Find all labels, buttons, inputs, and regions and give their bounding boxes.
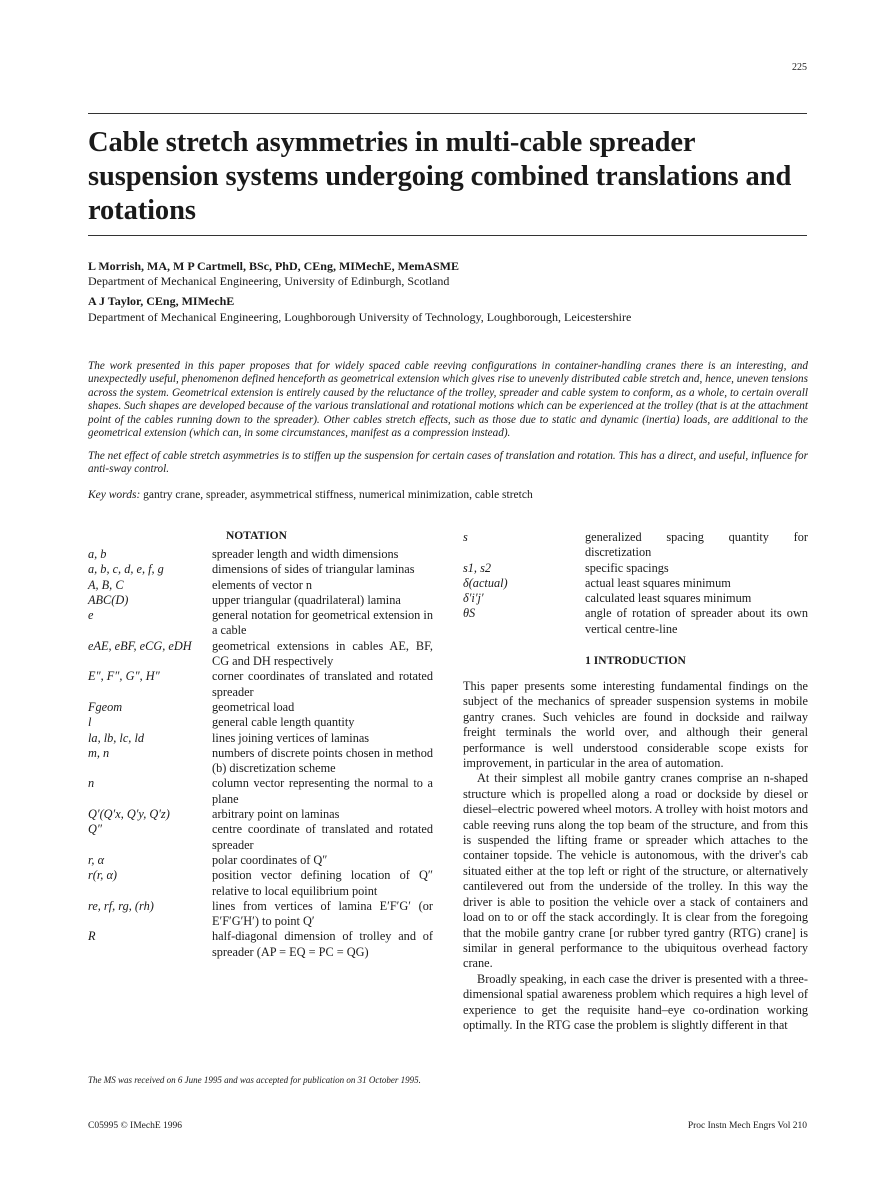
notation-symbol: re, rf, rg, (rh) <box>88 898 154 913</box>
notation-row <box>88 868 433 899</box>
notation-definition: geometrical load <box>212 699 295 714</box>
notation-definition: upper triangular (quadrilateral) lamina <box>212 592 401 607</box>
notation-table-left <box>88 547 433 960</box>
notation-symbol: Q′(Q′x, Q′y, Q′z) <box>88 807 170 822</box>
notation-symbol: ABC(D) <box>88 592 129 607</box>
notation-row <box>88 731 433 746</box>
keywords-text: gantry crane, spreader, asymmetrical stiffness, numerical minimization, cable stretch <box>143 489 533 501</box>
introduction-heading: 1 INTRODUCTION <box>585 655 686 667</box>
notation-row <box>463 561 808 576</box>
notation-symbol: eAE, eBF, eCG, eDH <box>88 638 192 653</box>
notation-symbol: s1, s2 <box>463 560 492 575</box>
notation-definition: elements of vector n <box>212 577 313 592</box>
notation-symbol: e <box>88 608 94 623</box>
notation-definition: generalized spacing quantity for discretization <box>585 530 808 560</box>
notation-definition: geometrical extensions in cables AE, BF, CG and DH respectively <box>212 638 433 669</box>
author-names-1: L Morrish, MA, M P Cartmell, BSc, PhD, CEng, MIMechE, MemASME <box>88 259 459 273</box>
paper-title: Cable stretch asymmetries in multi-cable spreader suspension systems undergoing combined translations and rotations <box>88 127 792 226</box>
abstract-paragraph-2: The net effect of cable stretch asymmetries is to stiffen up the suspension for certain cases of translation and rotation. This has a direct, and useful, influence for anti-sway control. <box>88 450 808 476</box>
introduction-body <box>463 679 808 1033</box>
notation-definition: spreader length and width dimensions <box>212 547 399 561</box>
notation-row <box>463 606 808 637</box>
abstract-paragraph-1: The work presented in this paper proposes that for widely spaced cable reeving configurations in container-handling cranes there is an interesting, and unexpectedly useful, phenomenon defined henceforth as geometrical extension which gives rise to unevenly distributed cable stretch and, hence, uneven tensions across the system. Geometrical extension is entirely caused by the reluctance of the trolley, spreader and cable system to conform, as a whole, to certain overall shapes. Such shapes are developed because of the various translational and rotational motions which can be experienced at the trolley (that is at the attachment point of the cables running down to the spreader). Other cables stretch effects, such as those due to static and dynamic (inertia) loads, are additional to the geometrical extension (which can, in some circumstances, manifest as a compression instead). <box>88 360 808 440</box>
notation-definition: arbitrary point on laminas <box>212 807 340 822</box>
top-rule <box>88 113 807 114</box>
notation-symbol: r, α <box>88 852 105 867</box>
notation-definition: actual least squares minimum <box>585 575 731 590</box>
notation-symbol: r(r, α) <box>88 868 118 883</box>
notation-symbol: R <box>88 929 96 944</box>
notation-definition: polar coordinates of Q″ <box>212 852 328 867</box>
notation-symbol: la, lb, lc, ld <box>88 730 145 745</box>
notation-row <box>88 853 433 868</box>
notation-symbol: m, n <box>88 745 110 760</box>
notation-row <box>88 608 433 639</box>
notation-row <box>88 547 433 562</box>
author-affiliation-1: Department of Mechanical Engineering, University of Edinburgh, Scotland <box>88 274 450 288</box>
notation-definition: position vector defining location of Q″ relative to local equilibrium point <box>212 868 433 898</box>
notation-row <box>88 669 433 700</box>
notation-symbol: δ(actual) <box>463 575 508 590</box>
notation-definition: specific spacings <box>585 560 669 575</box>
keywords-line <box>88 488 808 502</box>
notation-symbol: δ′i′j′ <box>463 591 484 606</box>
journal-reference: Proc Instn Mech Engrs Vol 210 <box>687 1121 807 1131</box>
notation-row <box>88 578 433 593</box>
intro-paragraph: This paper presents some interesting fundamental findings on the subject of the mechanics of spreader suspension systems in mobile gantry cranes. Such vehicles are found in dockside and railway freight terminals the world over, and although their general performance is well understood considerable scope exists for improvement, in particular in the area of automation. <box>463 679 808 771</box>
author-affiliation-2: Department of Mechanical Engineering, Loughborough University of Technology, Loughborough, Leicestershire <box>88 310 632 324</box>
notation-row <box>88 746 433 777</box>
notation-row <box>88 776 433 807</box>
author-names-2: A J Taylor, CEng, MIMechE <box>88 294 235 308</box>
received-footnote: The MS was received on 6 June 1995 and was accepted for publication on 31 October 1995. <box>88 1075 421 1085</box>
notation-definition: centre coordinate of translated and rotated spreader <box>212 822 433 852</box>
notation-row <box>88 807 433 822</box>
notation-row <box>88 822 433 853</box>
notation-symbol: Fgeom <box>88 699 123 714</box>
notation-row <box>463 530 808 561</box>
title-rule <box>88 235 807 236</box>
notation-definition: corner coordinates of translated and rotated spreader <box>212 669 433 699</box>
notation-row <box>88 639 433 670</box>
notation-row <box>88 899 433 930</box>
notation-row <box>88 593 433 608</box>
notation-symbol: l <box>88 715 92 730</box>
notation-definition: numbers of discrete points chosen in method (b) discretization scheme <box>212 745 433 776</box>
notation-definition: lines joining vertices of laminas <box>212 730 370 745</box>
notation-symbol: A, B, C <box>88 577 124 592</box>
notation-table-right <box>463 530 808 637</box>
notation-definition: general notation for geometrical extension in a cable <box>212 608 433 638</box>
notation-symbol: a, b, c, d, e, f, g <box>88 562 164 577</box>
notation-symbol: Q″ <box>88 822 103 837</box>
notation-row <box>463 576 808 591</box>
notation-symbol: s <box>463 530 468 544</box>
notation-definition: dimensions of sides of triangular laminas <box>212 562 415 577</box>
notation-definition: calculated least squares minimum <box>585 591 752 606</box>
notation-definition: column vector representing the normal to a plane <box>212 776 433 806</box>
copyright-line: C05995 © IMechE 1996 <box>88 1121 183 1131</box>
notation-row <box>463 591 808 606</box>
intro-paragraph: Broadly speaking, in each case the driver is presented with a three-dimensional spatial awareness problem which requires a high level of experience to get the requisite hand–eye co-ordination working optimally. In the RTG case the problem is slightly different in that <box>463 971 808 1032</box>
notation-definition: half-diagonal dimension of trolley and of spreader (AP = EQ = PC = QG) <box>212 929 433 959</box>
page-number: 225 <box>792 62 807 73</box>
notation-symbol: a, b <box>88 547 107 561</box>
keywords-label: Key words: <box>88 489 141 501</box>
notation-row <box>88 562 433 577</box>
notation-symbol: E″, F″, G″, H″ <box>88 669 160 684</box>
notation-symbol: θS <box>463 606 476 621</box>
notation-definition: lines from vertices of lamina E′F′G′ (or E′F′G′H′) to point Q′ <box>212 898 433 929</box>
intro-paragraph: At their simplest all mobile gantry cranes comprise an n-shaped structure which is propelled along a road or dockside by diesel or diesel–electric powered wheel motors. A trolley with hoist motors and cable reeving runs along the top beam of the structure, and from this is suspended the lifting frame or spreader which attaches to the container topside. The vehicle is autonomous, with the driver's cab situated either at the top left or right of the structure, or alternatively cantilevered out from the underside of the trolley. In this way the driver is able to position the vehicle over a stack of containers and load on to or off the stack accordingly. It is clear from the foregoing that the mobile gantry crane [or rubber tyred gantry (RTG) crane] is similar in general performance to the ubiquitous overhead factory crane. <box>463 771 808 971</box>
notation-heading: NOTATION <box>226 530 287 542</box>
notation-row <box>88 700 433 715</box>
notation-definition: angle of rotation of spreader about its own vertical centre-line <box>585 606 808 636</box>
notation-row <box>88 715 433 730</box>
notation-definition: general cable length quantity <box>212 715 355 730</box>
notation-symbol: n <box>88 776 95 791</box>
notation-row <box>88 929 433 960</box>
